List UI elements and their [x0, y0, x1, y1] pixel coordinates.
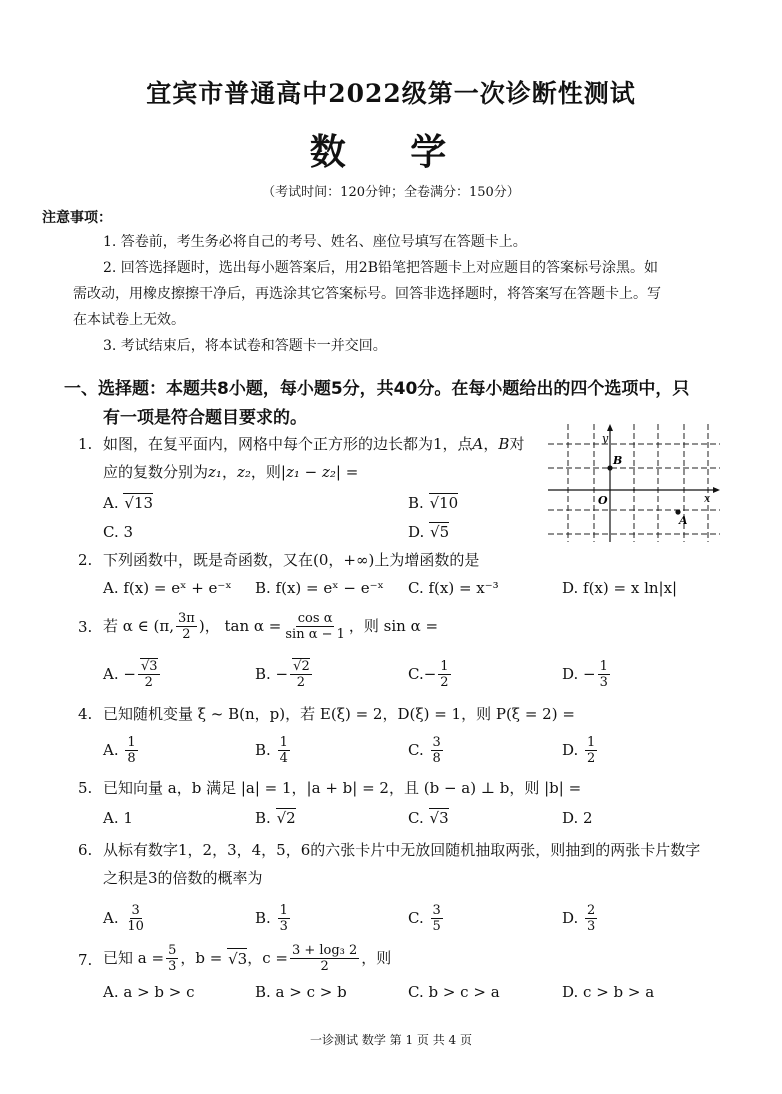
- q7-option-a: A. a > b > c: [103, 983, 195, 1001]
- q3-option-b: B. − √ $\frac{2}{2}$: [255, 654, 314, 694]
- note-3: 3. 考试结束后，将本试卷和答题卡一并交回。: [103, 338, 387, 354]
- q6-option-c: C. $\frac{3}{5}$: [408, 902, 441, 934]
- q1-stem-line-2: 应的复数分别为z₁，z₂，则|z₁ − z₂| =: [103, 463, 359, 481]
- note-2-line-3: 在本试卷上无效。: [73, 312, 185, 328]
- q6-number: 6.: [78, 841, 93, 859]
- q2-number: 2.: [78, 551, 93, 569]
- q2-option-c: C. f(x) = x⁻³: [408, 579, 499, 597]
- page-footer: 一诊测试 数学 第 1 页 共 4 页: [310, 1033, 472, 1047]
- q6-option-a: A. $\frac{3}{10}$: [103, 902, 144, 934]
- note-1: 1. 答卷前，考生务必将自己的考号、姓名、座位号填写在答题卡上。: [103, 234, 527, 250]
- fig-label-origin: O: [598, 494, 608, 507]
- q4-number: 4.: [78, 705, 93, 723]
- q1-stem-line-1: 如图，在复平面内，网格中每个正方形的边长都为1，点A，B对: [103, 435, 525, 453]
- fig-label-y: y: [602, 432, 609, 445]
- q3-stem: 若 α ∈ (π, $\frac{3\pi}{2}$ )， tan α = $\frac{\text{cos α}}{\text{sin α − 1}}$ ，则 sin α =: [103, 610, 439, 642]
- q5-option-c: C. √ 3: [408, 808, 449, 828]
- q4-option-c: C. $\frac{3}{8}$: [408, 734, 441, 766]
- note-2-line-1: 2. 回答选择题时，选出每小题答案后，用2B铅笔把答题卡上对应题目的答案标号涂黑。如: [103, 260, 659, 276]
- q1-option-c: C. 3: [103, 523, 134, 541]
- fig-label-x: x: [704, 492, 711, 505]
- q6-option-d: D. $\frac{2}{3}$: [562, 902, 596, 934]
- note-2-line-2: 需改动，用橡皮擦擦干净后，再选涂其它答案标号。回答非选择题时，将答案写在答题卡上。写: [73, 286, 661, 302]
- q5-option-d: D. 2: [562, 809, 593, 827]
- section-heading-line-2: 有一项是符合题目要求的。: [103, 408, 307, 428]
- q4-option-b: B. $\frac{1}{4}$: [255, 734, 288, 766]
- complex-plane-figure: [548, 424, 720, 542]
- q2-option-b: B. f(x) = eˣ − e⁻ˣ: [255, 579, 384, 597]
- q7-number: 7.: [78, 951, 93, 969]
- exam-title: 宜宾市普通高中2022级第一次诊断性测试: [146, 79, 636, 108]
- q7-option-c: C. b > c > a: [408, 983, 500, 1001]
- q4-option-d: D. $\frac{1}{2}$: [562, 734, 596, 766]
- q3-option-a: A. − √ $\frac{3}{2}$: [103, 654, 162, 694]
- q5-stem: 已知向量 a，b 满足 |a| = 1，|a + b| = 2，且 (b − a) ⊥ b，则 |b| =: [103, 779, 582, 797]
- subject-title: 数 学: [309, 131, 473, 173]
- q5-number: 5.: [78, 779, 93, 797]
- q2-option-a: A. f(x) = eˣ + e⁻ˣ: [103, 579, 232, 597]
- x-axis-arrow: [713, 487, 720, 493]
- q3-number: 3.: [78, 618, 93, 636]
- q6-stem-line-2: 之积是3的倍数的概率为: [103, 869, 263, 887]
- q1-option-a: A. √ 13: [103, 493, 153, 513]
- q3-option-d: D. − $\frac{1}{3}$: [562, 658, 608, 690]
- q4-option-a: A. $\frac{1}{8}$: [103, 734, 136, 766]
- q1-option-b: B. √ 10: [408, 493, 458, 513]
- q2-option-d: D. f(x) = x ln|x|: [562, 579, 678, 597]
- q4-stem: 已知随机变量 ξ ~ B(n，p)，若 E(ξ) = 2，D(ξ) = 1，则 P(ξ = 2) =: [103, 705, 575, 723]
- q2-stem: 下列函数中，既是奇函数，又在(0，+∞)上为增函数的是: [103, 551, 480, 569]
- fig-label-a: A: [679, 514, 688, 527]
- q6-option-b: B. $\frac{1}{3}$: [255, 902, 288, 934]
- exam-info: （考试时间：120分钟；全卷满分：150分）: [262, 185, 520, 200]
- q6-stem-line-1: 从标有数字1，2，3，4，5，6的六张卡片中无放回随机抽取两张，则抽到的两张卡片数字: [103, 841, 701, 859]
- q7-option-b: B. a > c > b: [255, 983, 347, 1001]
- q3-option-c: C.− $\frac{1}{2}$: [408, 658, 449, 690]
- q7-stem: 已知 a = $\frac{5}{3}$ ，b = √ 3 ，c = $\frac{\text{3 + log₃ 2}}{2}$ ，则: [103, 938, 391, 978]
- point-b: [607, 465, 612, 470]
- section-heading-line-1: 一、选择题：本题共8小题，每小题5分，共40分。在每小题给出的四个选项中，只: [64, 379, 690, 399]
- q7-option-d: D. c > b > a: [562, 983, 655, 1001]
- notes-heading: 注意事项：: [42, 210, 112, 226]
- q1-option-d: D. √ 5: [408, 522, 449, 542]
- fig-label-b: B: [613, 454, 623, 467]
- q1-number: 1.: [78, 435, 93, 453]
- q5-option-a: A. 1: [103, 809, 133, 827]
- q5-option-b: B. √ 2: [255, 808, 296, 828]
- y-axis-arrow: [607, 424, 613, 431]
